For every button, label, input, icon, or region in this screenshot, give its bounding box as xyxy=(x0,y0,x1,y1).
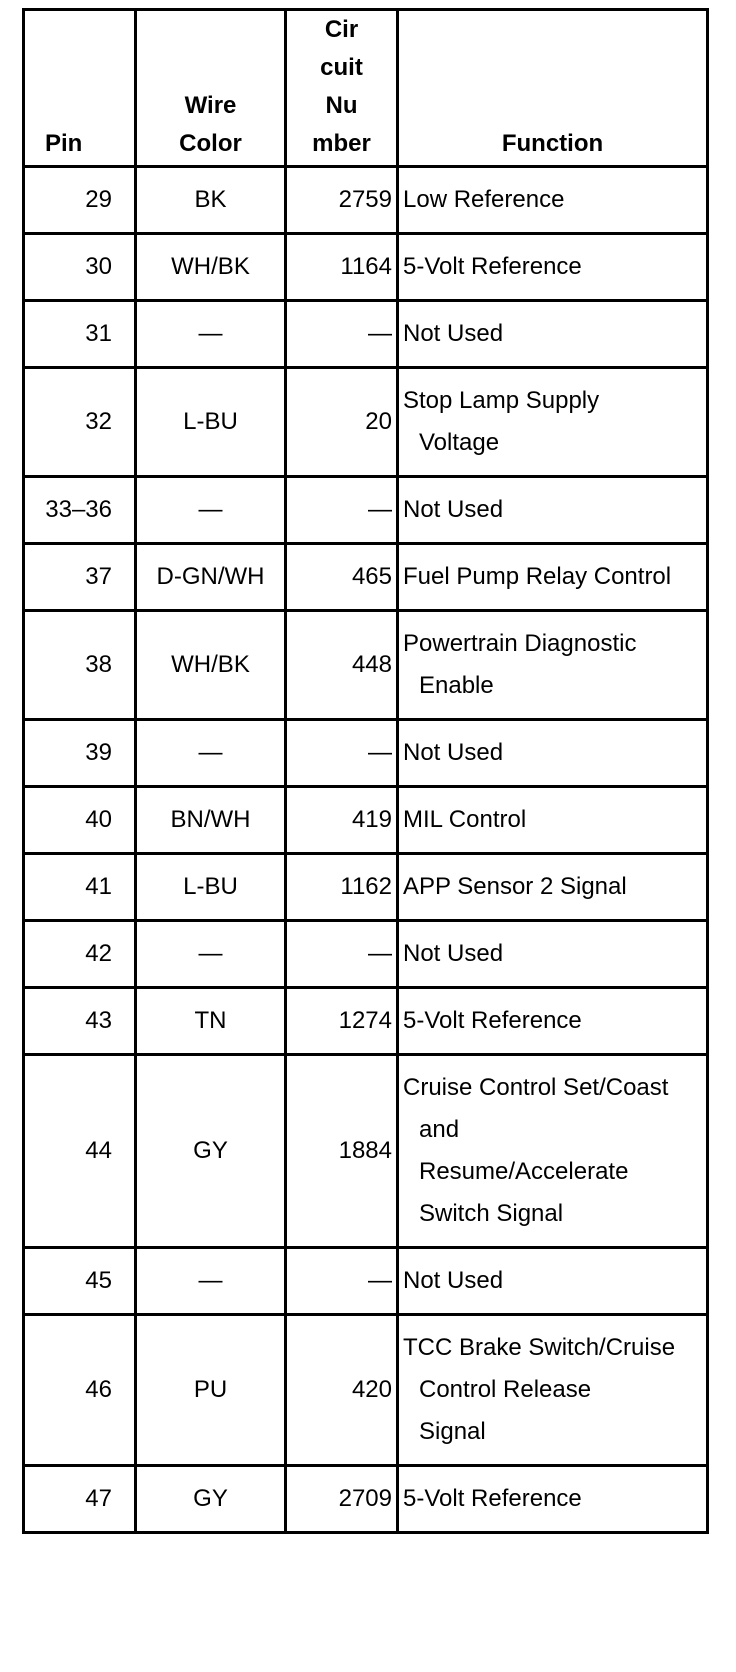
function-line: 5-Volt Reference xyxy=(403,253,582,280)
pin-cell: 43 xyxy=(24,988,136,1055)
header-function: Function xyxy=(398,10,708,167)
pin-cell: 45 xyxy=(24,1248,136,1315)
function-cell xyxy=(398,167,708,234)
wire-color-cell: BN/WH xyxy=(136,787,286,854)
function-line: 5-Volt Reference xyxy=(403,1485,582,1512)
function-line: Enable xyxy=(419,672,494,699)
wire-color-cell: PU xyxy=(136,1315,286,1466)
table-row xyxy=(24,301,708,368)
function-line: Resume/Accelerate xyxy=(419,1158,629,1185)
table-row xyxy=(24,477,708,544)
table-row xyxy=(24,1248,708,1315)
function-cell xyxy=(398,1315,708,1466)
function-line: Switch Signal xyxy=(419,1200,564,1227)
table-row xyxy=(24,544,708,611)
table-row xyxy=(24,720,708,787)
header-wire-color: Wire Color xyxy=(136,10,286,167)
circuit-number-cell: — xyxy=(286,720,398,787)
function-line: Signal xyxy=(419,1418,486,1445)
function-line: TCC Brake Switch/Cruise xyxy=(403,1334,676,1361)
circuit-number-cell: 448 xyxy=(286,611,398,720)
circuit-number-cell: — xyxy=(286,301,398,368)
function-line: Voltage xyxy=(419,429,500,456)
pin-cell: 41 xyxy=(24,854,136,921)
function-line: Low Reference xyxy=(403,186,565,213)
pin-function-table xyxy=(22,8,709,1534)
function-cell xyxy=(398,611,708,720)
circuit-number-cell: 1274 xyxy=(286,988,398,1055)
wire-color-cell: TN xyxy=(136,988,286,1055)
pin-cell: 32 xyxy=(24,368,136,477)
pin-cell: 42 xyxy=(24,921,136,988)
pin-cell: 46 xyxy=(24,1315,136,1466)
wire-color-cell: — xyxy=(136,921,286,988)
circuit-number-cell: 465 xyxy=(286,544,398,611)
function-line: Not Used xyxy=(403,496,504,523)
function-cell xyxy=(398,988,708,1055)
circuit-number-cell: 419 xyxy=(286,787,398,854)
pin-cell: 39 xyxy=(24,720,136,787)
function-cell xyxy=(398,301,708,368)
function-line: 5-Volt Reference xyxy=(403,1007,582,1034)
function-line: Fuel Pump Relay Control xyxy=(403,563,672,590)
pin-cell: 31 xyxy=(24,301,136,368)
wire-color-cell: — xyxy=(136,477,286,544)
pin-cell: 33–36 xyxy=(24,477,136,544)
header-pin: Pin xyxy=(24,10,136,167)
function-cell xyxy=(398,234,708,301)
circuit-number-cell: 2759 xyxy=(286,167,398,234)
function-line: MIL Control xyxy=(403,806,527,833)
function-line: Not Used xyxy=(403,1267,504,1294)
function-cell xyxy=(398,854,708,921)
wire-color-cell: L-BU xyxy=(136,854,286,921)
function-cell xyxy=(398,720,708,787)
wire-color-cell: WH/BK xyxy=(136,234,286,301)
function-line: Cruise Control Set/Coast xyxy=(403,1074,669,1101)
pin-cell: 29 xyxy=(24,167,136,234)
table-row xyxy=(24,1055,708,1248)
table-row xyxy=(24,921,708,988)
wire-color-cell: BK xyxy=(136,167,286,234)
table-row xyxy=(24,787,708,854)
circuit-number-cell: 420 xyxy=(286,1315,398,1466)
function-cell xyxy=(398,921,708,988)
circuit-number-cell: 1884 xyxy=(286,1055,398,1248)
table-row xyxy=(24,368,708,477)
table-row xyxy=(24,234,708,301)
table-row xyxy=(24,854,708,921)
function-line: Powertrain Diagnostic xyxy=(403,630,637,657)
function-line: and xyxy=(419,1116,460,1143)
pin-cell: 47 xyxy=(24,1466,136,1533)
wire-color-cell: — xyxy=(136,301,286,368)
function-line: Not Used xyxy=(403,320,504,347)
function-line: Stop Lamp Supply xyxy=(403,387,600,414)
circuit-number-cell: — xyxy=(286,1248,398,1315)
function-line: Control Release xyxy=(419,1376,592,1403)
wire-color-cell: L-BU xyxy=(136,368,286,477)
function-cell xyxy=(398,787,708,854)
wire-color-cell: WH/BK xyxy=(136,611,286,720)
function-cell xyxy=(398,1055,708,1248)
function-line: Not Used xyxy=(403,739,504,766)
wire-color-cell: — xyxy=(136,720,286,787)
wire-color-cell: GY xyxy=(136,1466,286,1533)
wire-color-cell: D-GN/WH xyxy=(136,544,286,611)
pin-cell: 37 xyxy=(24,544,136,611)
table-row xyxy=(24,1466,708,1533)
function-cell xyxy=(398,368,708,477)
header-row xyxy=(24,10,708,167)
header-circuit-number: Cir cuit Nu mber xyxy=(286,10,398,167)
function-cell xyxy=(398,1248,708,1315)
table-row xyxy=(24,167,708,234)
circuit-number-cell: 1164 xyxy=(286,234,398,301)
wire-color-cell: — xyxy=(136,1248,286,1315)
function-cell xyxy=(398,477,708,544)
function-line: APP Sensor 2 Signal xyxy=(403,873,627,900)
table-row xyxy=(24,611,708,720)
pin-cell: 30 xyxy=(24,234,136,301)
table-row xyxy=(24,988,708,1055)
function-cell xyxy=(398,1466,708,1533)
wire-color-cell: GY xyxy=(136,1055,286,1248)
pin-cell: 44 xyxy=(24,1055,136,1248)
function-cell xyxy=(398,544,708,611)
function-line: Not Used xyxy=(403,940,504,967)
table-row xyxy=(24,1315,708,1466)
circuit-number-cell: — xyxy=(286,921,398,988)
circuit-number-cell: 20 xyxy=(286,368,398,477)
circuit-number-cell: 2709 xyxy=(286,1466,398,1533)
circuit-number-cell: 1162 xyxy=(286,854,398,921)
pin-cell: 40 xyxy=(24,787,136,854)
pin-cell: 38 xyxy=(24,611,136,720)
circuit-number-cell: — xyxy=(286,477,398,544)
